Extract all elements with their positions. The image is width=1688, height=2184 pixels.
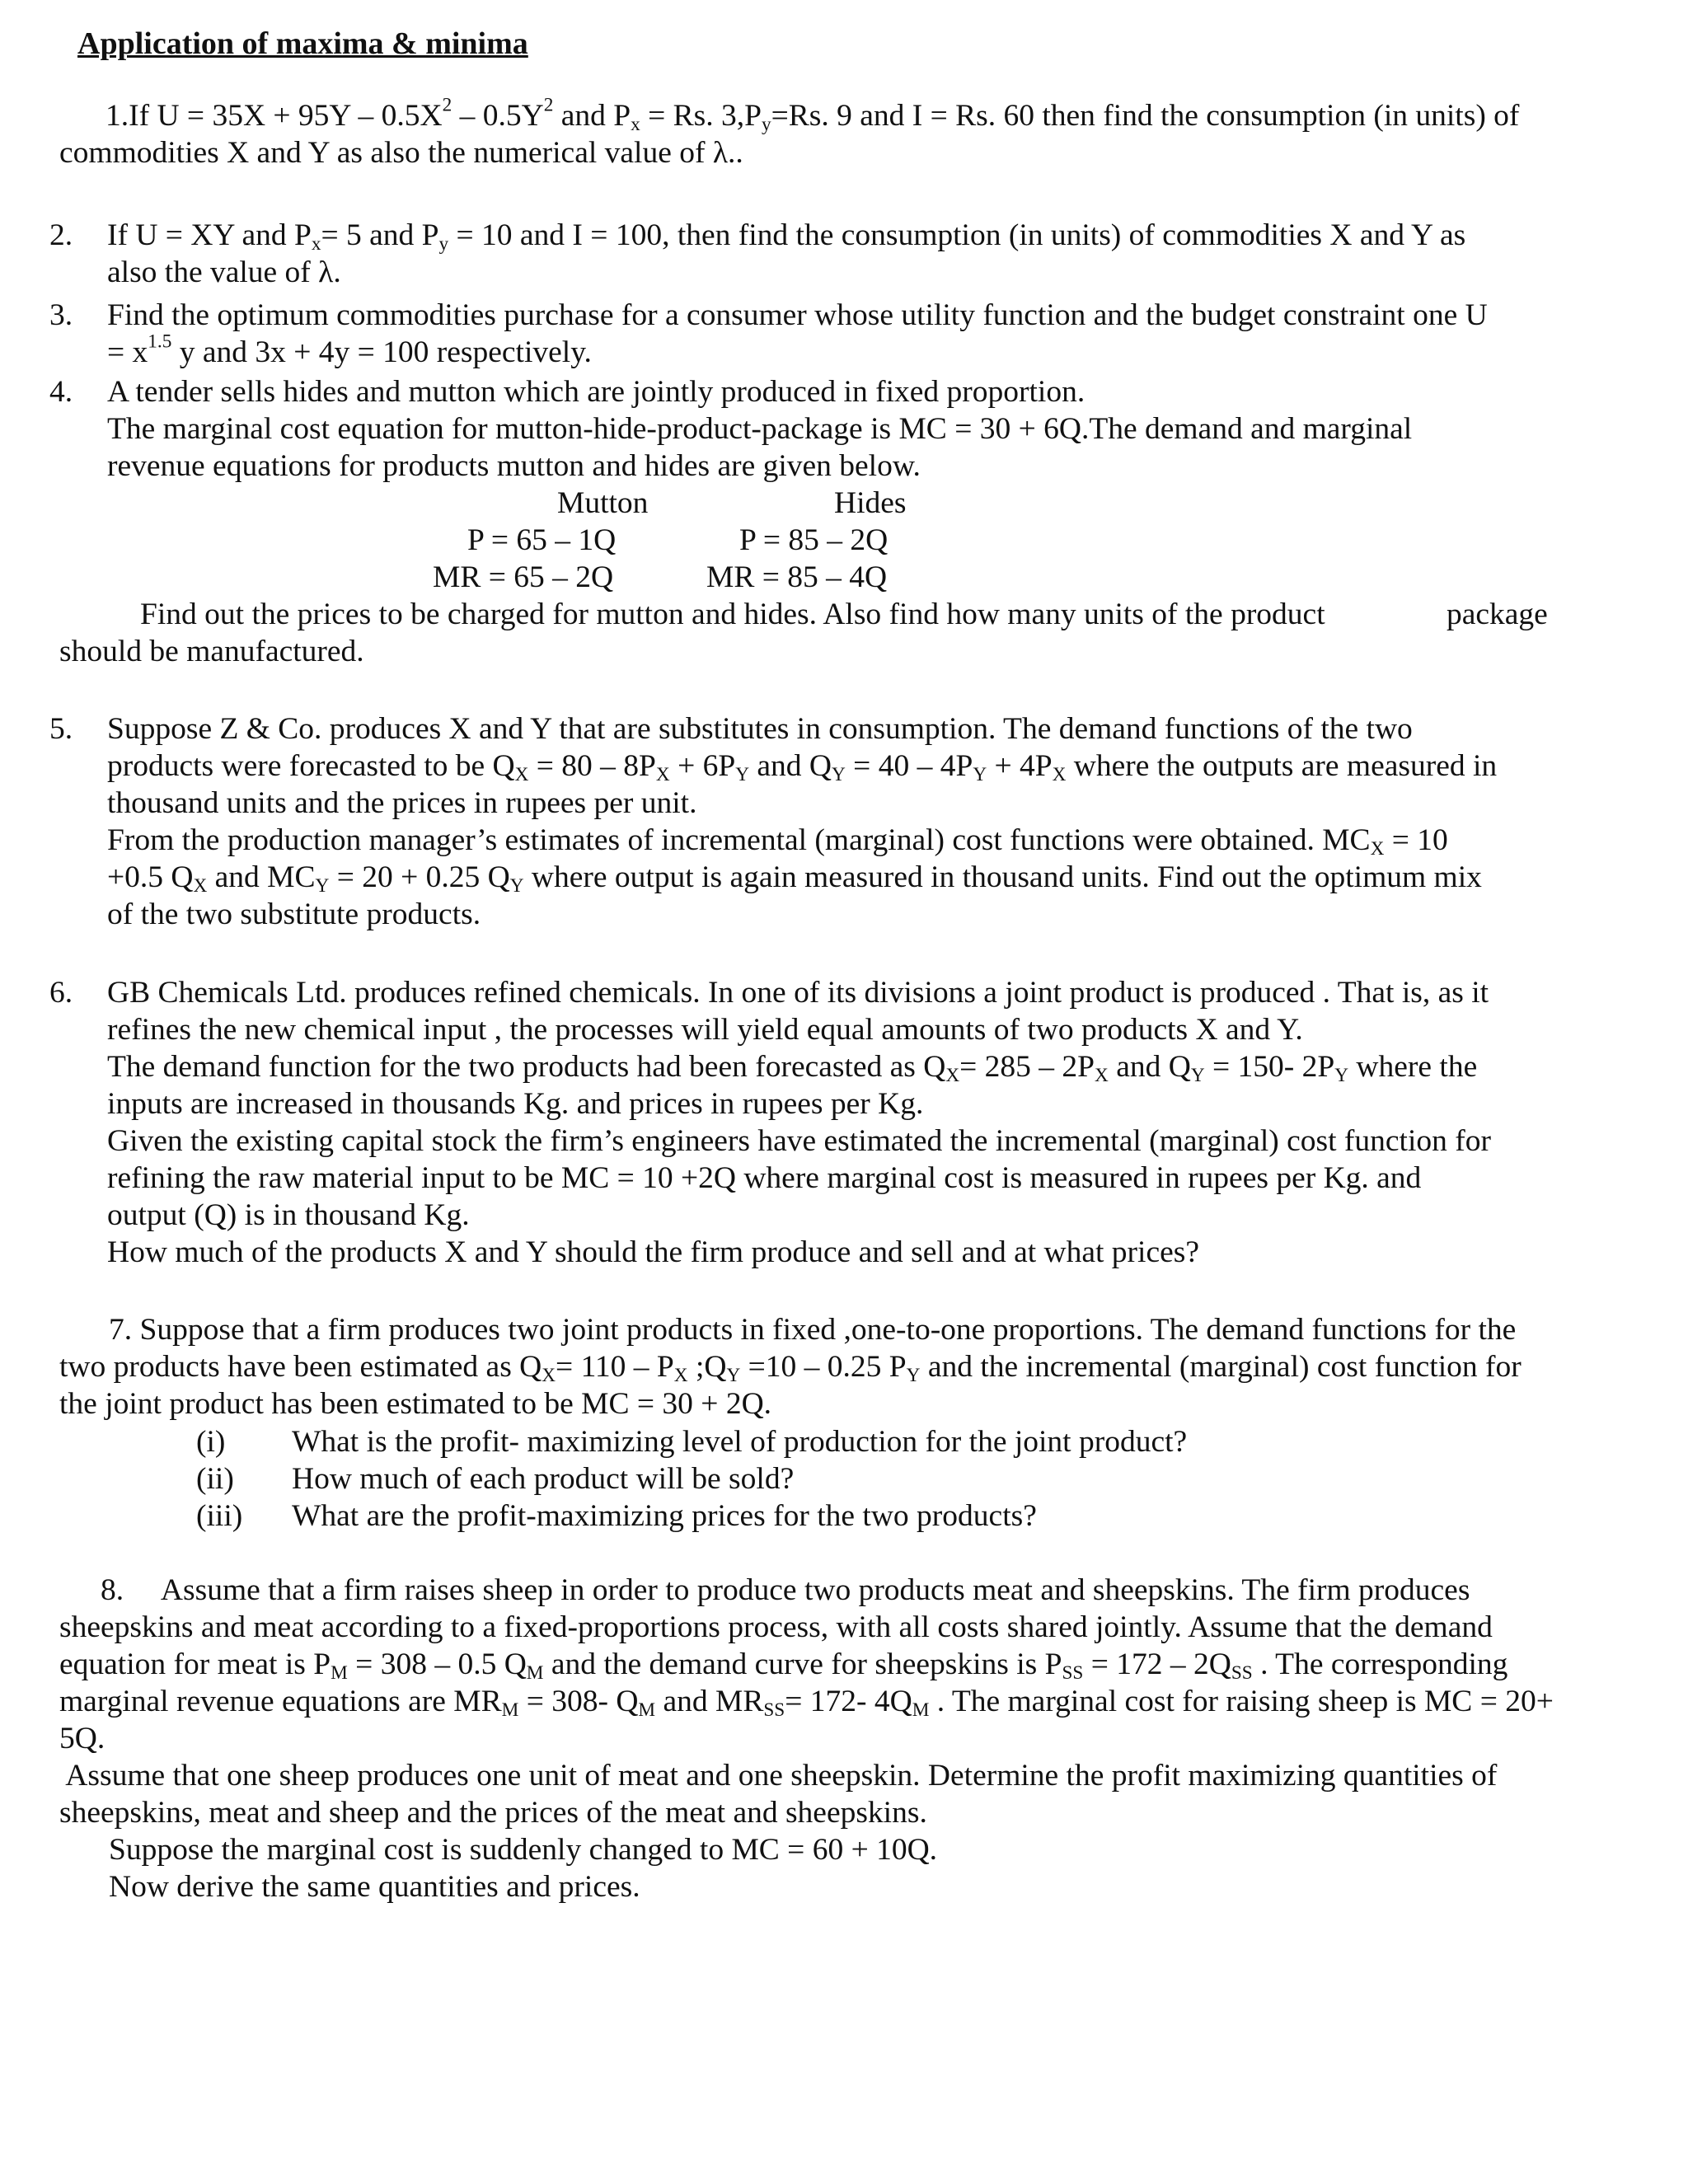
q8-line-9: Now derive the same quantities and prices.: [109, 1870, 640, 1904]
q4-line-3: revenue equations for products mutton and hides are given below.: [107, 449, 921, 483]
q4-tail: [59, 596, 1634, 670]
q2-line-1: If U = XY and $P_x= 5$ and $P_y = 10$ and I = 100, then find the consumption (in units) of commodities X and Y as: [107, 218, 1466, 255]
q4-mutton-mr: MR = 65 – 2Q: [433, 560, 614, 594]
q6-line-7: output (Q) is in thousand Kg.: [107, 1198, 470, 1232]
q7-line-1: 7. Suppose that a firm produces two joint products in fixed ,one-to-one proportions. The demand functions for the: [109, 1313, 1517, 1347]
question-5: [49, 710, 1640, 933]
question-4: [49, 373, 1640, 485]
q3-line-1: Find the optimum commodities purchase for a consumer whose utility function and the budget constraint one U: [107, 298, 1488, 332]
q8-line-6: Assume that one sheep produces one unit of meat and one sheepskin. Determine the profit maximizing quantities of: [59, 1759, 1498, 1793]
question-3: [49, 297, 1640, 371]
q4-mutton-header: Mutton: [557, 486, 649, 520]
q4-tail-line-1: Find out the prices to be charged for mutton and hides. Also find how many units of the product package: [140, 598, 1548, 631]
question-8: [59, 1572, 1634, 1905]
q2-number: 2.: [49, 218, 73, 252]
question-1: [59, 94, 1634, 171]
q7-line-2: two products have been estimated as $Q_X= 110 - P_X$ $;Q_Y =10 - 0.25$ $P_Y$ and the incremental (marginal) cost function for: [59, 1350, 1522, 1386]
q8-line-8: Suppose the marginal cost is suddenly changed to MC = 60 + 10Q.: [109, 1833, 938, 1867]
q7-sub-label: (ii): [196, 1462, 234, 1496]
q4-hides-price: P = 85 – 2Q: [739, 523, 889, 557]
q4-mutton-price: P = 65 – 1Q: [467, 523, 617, 557]
q5-line-6: of the two substitute products.: [107, 898, 481, 931]
q5-number: 5.: [49, 712, 73, 746]
q7-sub-text: How much of each product will be sold?: [292, 1462, 795, 1496]
q8-line-3: equation for meat is $P_M = 308 - 0.5$ $Q_M$ and the demand curve for sheepskins is $P_{SS} = 172 - 2Q_{SS}$ . The corresponding: [59, 1647, 1508, 1684]
q5-line-5: +0.5 $Q_X$ and $MC_Y = 20 + 0.25$ $Q_Y$ where output is again measured in thousand units. Find out the optimum mix: [107, 860, 1482, 897]
q5-line-3: thousand units and the prices in rupees per unit.: [107, 786, 697, 820]
q4-number: 4.: [49, 375, 73, 409]
q6-number: 6.: [49, 976, 73, 1010]
q6-line-8: How much of the products X and Y should the firm produce and sell and at what prices?: [107, 1235, 1199, 1269]
q7-sub-text: What is the profit- maximizing level of production for the joint product?: [292, 1425, 1188, 1459]
q8-line-1: 8. Assume that a firm raises sheep in order to produce two products meat and sheepskins. The firm produces: [101, 1573, 1470, 1607]
q6-line-3: The demand function for the two products had been forecasted as $Q_X= 285 - 2P_X$ and $Q_Y = 150-$ $2P_Y$ where the: [107, 1050, 1478, 1086]
q2-line-2: also the value of λ.: [107, 255, 341, 289]
q1-line-1: 1.If $U = 35X + 95Y - 0.5X^2 - 0.5Y^2$ and $P_x = Rs$. $3,P_y=Rs$. 9 and I = Rs. 60 then find the consumption (in units) of: [106, 94, 1520, 135]
q5-line-4: From the production manager’s estimates of incremental (marginal) cost functions were obtained. $MC_X = 10$: [107, 823, 1448, 860]
q4-tail-line-2: should be manufactured.: [59, 635, 364, 668]
q7-sub-label: (i): [196, 1425, 226, 1459]
q4-hides-mr: MR = 85 – 4Q: [706, 560, 888, 594]
question-7: [59, 1311, 1634, 1422]
q8-line-7: sheepskins, meat and sheep and the prices of the meat and sheepskins.: [59, 1796, 927, 1830]
page-title: Application of maxima & minima: [77, 26, 528, 61]
q5-line-2: products were forecasted to be $Q_X = 80 - 8P_X + 6P_Y$ and $Q_Y = 40 - 4P_Y + 4P_X$ where the outputs are measured in: [107, 749, 1498, 785]
q8-line-4: marginal revenue equations are $MR_M = 308-$ $Q_M$ and $MR_{SS}= 172-$ $4Q_M$ . The marginal cost for raising sheep is MC = 20+: [59, 1685, 1554, 1721]
q4-hides-header: Hides: [834, 486, 907, 520]
q6-line-2: refines the new chemical input , the processes will yield equal amounts of two products X and Y.: [107, 1013, 1303, 1047]
q5-line-1: Suppose Z & Co. produces X and Y that are substitutes in consumption. The demand functions of the two: [107, 712, 1413, 746]
q6-line-4: inputs are increased in thousands Kg. and prices in rupees per Kg.: [107, 1087, 924, 1121]
q4-line-2: The marginal cost equation for mutton-hide-product-package is MC = 30 + 6Q.The demand and marginal: [107, 412, 1413, 446]
q1-line-2: commodities X and Y as also the numerical value of λ..: [59, 136, 743, 170]
q6-line-1: GB Chemicals Ltd. produces refined chemicals. In one of its divisions a joint product is produced . That is, as it: [107, 976, 1489, 1010]
q8-line-2: sheepskins and meat according to a fixed-proportions process, with all costs shared jointly. Assume that the demand: [59, 1610, 1493, 1644]
question-6: [49, 974, 1640, 1271]
q7-sub-text: What are the profit-maximizing prices for the two products?: [292, 1499, 1037, 1533]
q3-number: 3.: [49, 298, 73, 332]
q7-line-3: the joint product has been estimated to be MC = 30 + 2Q.: [59, 1387, 772, 1421]
q6-line-5: Given the existing capital stock the firm’s engineers have estimated the incremental (marginal) cost function for: [107, 1124, 1491, 1158]
q7-sub-label: (iii): [196, 1499, 243, 1533]
q3-line-2: = $x^{1.5}$ y and 3x + 4y = 100 respectively.: [107, 330, 592, 369]
q8-line-5: 5Q.: [59, 1722, 106, 1755]
q6-line-6: refining the raw material input to be MC = 10 +2Q where marginal cost is measured in rupees per Kg. and: [107, 1161, 1422, 1195]
question-2: [49, 217, 1640, 291]
q4-line-1: A tender sells hides and mutton which are jointly produced in fixed proportion.: [107, 375, 1085, 409]
